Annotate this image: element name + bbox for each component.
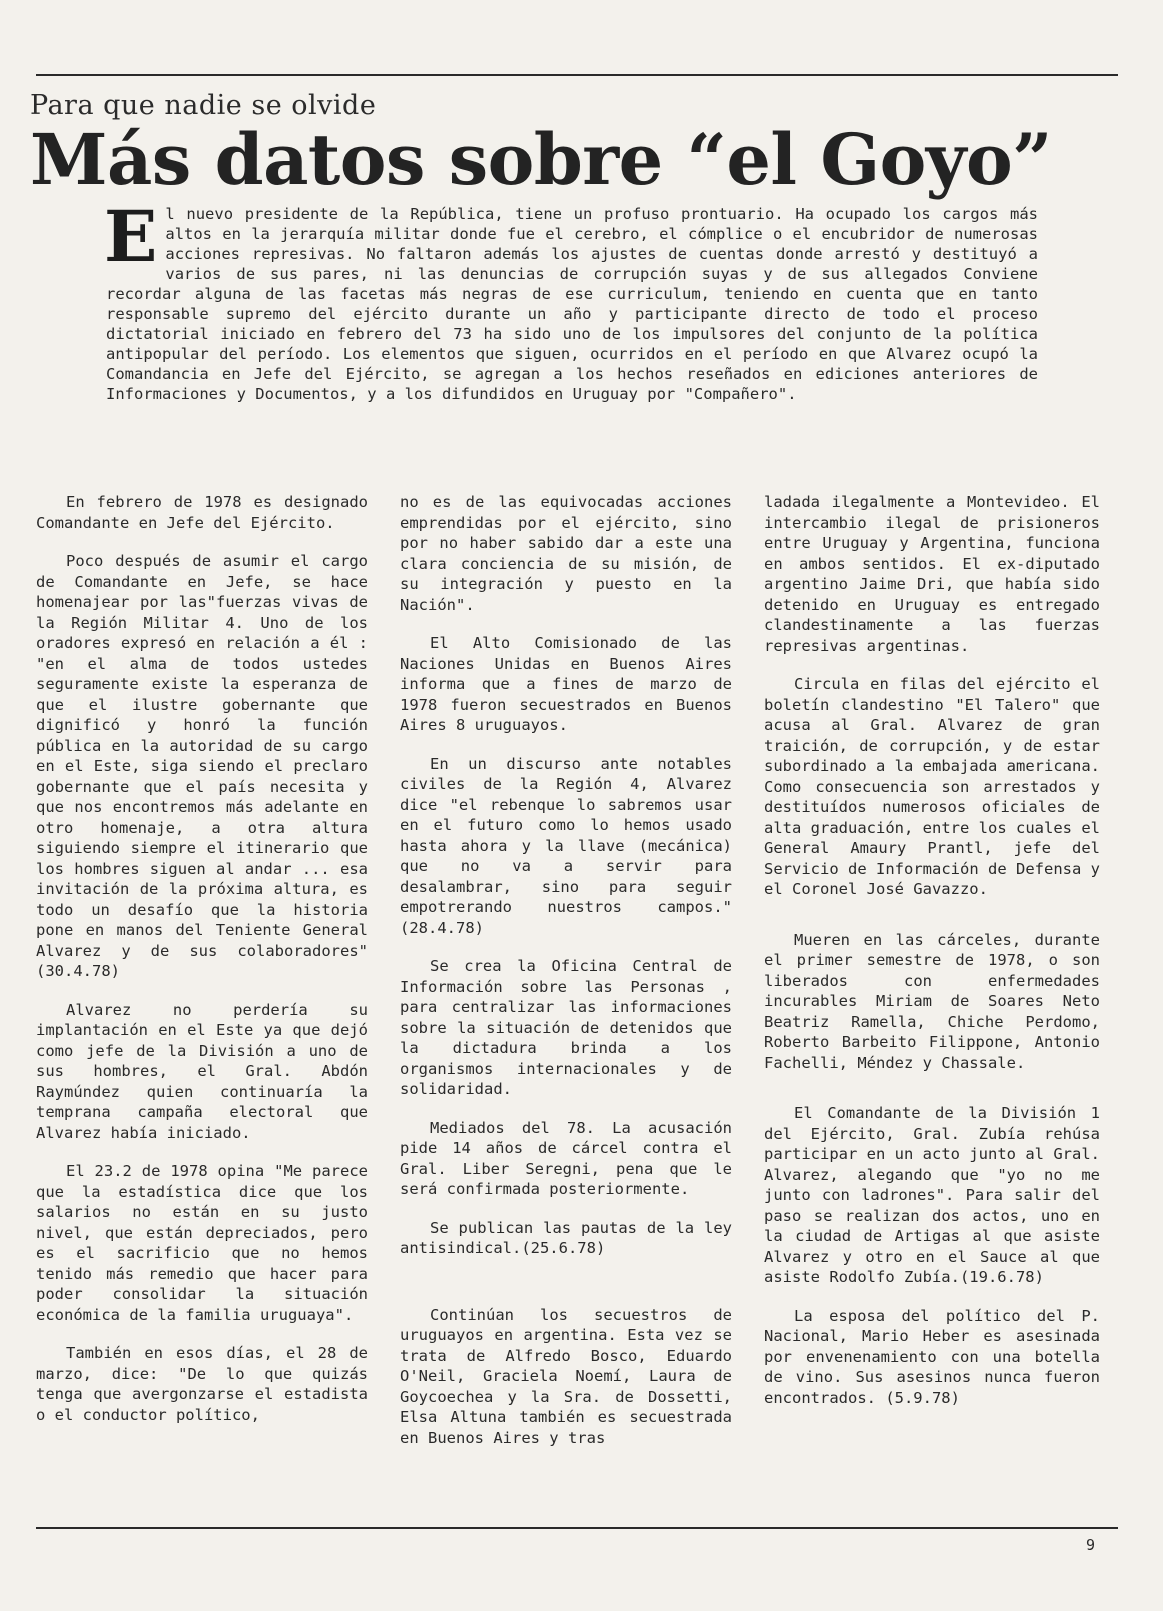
col2-paragraph: Se crea la Oficina Central de Información sobre las Personas , para centralizar las informaciones sobre la situación de detenidos que la dictadura brinda a los organismos internacionales y de solidaridad. (400, 957, 732, 1098)
col2-paragraph: Se publican las pautas de la ley antisindical.(25.6.78) (400, 1218, 732, 1257)
col3-paragraph: Mueren en las cárceles, durante el primer semestre de 1978, o son liberados con enfermedades incurables Miriam de Soares Neto Beatriz Ramella, Chiche Perdomo, Roberto Barbeito Filippone, Antonio Fachelli, Méndez y Chassale. (764, 930, 1100, 1072)
bottom-rule (36, 1527, 1118, 1529)
col1-paragraph: También en esos días, el 28 de marzo, dice: "De lo que quizás tenga que avergonzarse el estadista o el conductor político, (36, 1344, 368, 1424)
col3-paragraph: El Comandante de la División 1 del Ejército, Gral. Zubía rehúsa participar en un acto junto al Gral. Alvarez, alegando que "yo no me junto con ladrones". Para salir del paso se realizan dos actos, uno en la ciudad de Artigas al que asiste Alvarez y otro en el Sauce al que asiste Rodolfo Zubía.(19.6.78) (764, 1104, 1100, 1286)
column-3 (764, 492, 1100, 1426)
col2-paragraph: En un discurso ante notables civiles de la Región 4, Alvarez dice "el rebenque lo sabremos usar en el futuro como lo hemos usado hasta ahora y la llave (mecánica) que no va a servir para desalambrar, sino para seguir empotrerando nuestros campos." (28.4.78) (400, 754, 732, 937)
page-number: 9 (1086, 1536, 1096, 1554)
drop-cap: E (104, 195, 158, 278)
col2-paragraph: El Alto Comisionado de las Naciones Unidas en Buenos Aires informa que a fines de marzo de 1978 fueron secuestrados en Buenos Aires 8 uruguayos. (400, 634, 732, 734)
col2-paragraph: Mediados del 78. La acusación pide 14 años de cárcel contra el Gral. Liber Seregni, pena que le será confirmada posteriormente. (400, 1118, 732, 1198)
col1-paragraph: El 23.2 de 1978 opina "Me parece que la estadística dice que los salarios no están en su justo nivel, que están depreciados, pero es el sacrificio que no hemos tenido más remedio que hacer para poder consolidar la situación económica de la familia uruguaya". (36, 1162, 368, 1324)
top-rule (36, 74, 1118, 76)
lead-paragraph (104, 195, 1038, 404)
kicker: Para que nadie se olvide (30, 90, 377, 121)
col2-paragraph: Continúan los secuestros de uruguayos en argentina. Esta vez se trata de Alfredo Bosco, Eduardo O'Neil, Graciela Noemí, Laura de Goycoechea y la Sra. de Dossetti, Elsa Altuna también es secuestrada en Buenos Aires y tras (400, 1305, 732, 1447)
column-2 (400, 492, 732, 1466)
column-1 (36, 492, 368, 1443)
col1-paragraph: Alvarez no perdería su implantación en el Este ya que dejó como jefe de la División a uno de sus hombres, el Gral. Abdón Raymúndez quien continuaría la temprana campaña electoral que Alvarez había iniciado. (36, 1000, 368, 1142)
col3-paragraph: Circula en filas del ejército el boletín clandestino "El Talero" que acusa al Gral. Alvarez de gran traición, de corrupción, y de estar subordinado a la embajada americana. Como consecuencia son arrestados y destituídos numerosos oficiales de alta graduación, entre los cuales el General Amaury Prantl, jefe del Servicio de Información de Defensa y el Coronel José Gavazzo. (764, 675, 1100, 898)
headline: Más datos sobre “el Goyo” (30, 118, 1052, 201)
col1-paragraph: En febrero de 1978 es designado Comandante en Jefe del Ejército. (36, 493, 368, 532)
col1-paragraph: Poco después de asumir el cargo de Comandante en Jefe, se hace homenajear por las"fuerzas vivas de la Región Militar 4. Uno de los oradores expresó en relación a él : "en el alma de todos ustedes seguramente existe la esperanza de que el ilustre gobernante que dignificó y honró la función pública en la autoridad de su cargo en el Este, siga siendo el preclaro gobernante que el país necesita y que nos encontremos más adelante en otro homenaje, a otra altura siguiendo siempre el itinerario que los hombres siguen al andar ... esa invitación de la próxima altura, es todo un desafío que la historia pone en manos del Teniente General Alvarez y de sus colaboradores" (30.4.78) (36, 552, 368, 980)
lead-text: l nuevo presidente de la República, tiene un profuso prontuario. Ha ocupado los cargos más altos en la jerarquía militar donde fue el cerebro, el cómplice o el encubridor de numerosas acciones represivas. No faltaron además los ajustes de cuentas donde arrestó y destituyó a varios de sus pares, ni las denuncias de corrupción suyas y de sus allegados Conviene recordar alguna de las facetas más negras de ese curriculum, teniendo en cuenta que en tanto responsable supremo del ejército durante un año y participante directo de todo el proceso dictatorial iniciado en febrero del 73 ha sido uno de los impulsores del conjunto de la política antipopular del período. Los elementos que siguen, ocurridos en el período en que Alvarez ocupó la Comandancia en Jefe del Ejército, se agregan a los hechos reseñados en ediciones anteriores de Informaciones y Documentos, y a los difundidos en Uruguay por "Compañero". (106, 205, 1038, 403)
col3-paragraph: La esposa del político del P. Nacional, Mario Heber es asesinada por envenenamiento con una botella de vino. Sus asesinos nunca fueron encontrados. (5.9.78) (764, 1306, 1100, 1407)
col2-paragraph: no es de las equivocadas acciones emprendidas por el ejército, sino por no haber sabido dar a este una clara conciencia de su misión, de su integración y puesto en la Nación". (400, 493, 732, 614)
col3-paragraph: ladada ilegalmente a Montevideo. El intercambio ilegal de prisioneros entre Uruguay y Argentina, funciona en ambos sentidos. El ex-diputado argentino Jaime Dri, que había sido detenido en Uruguay es entregado clandestinamente a las fuerzas represivas argentinas. (764, 493, 1100, 655)
